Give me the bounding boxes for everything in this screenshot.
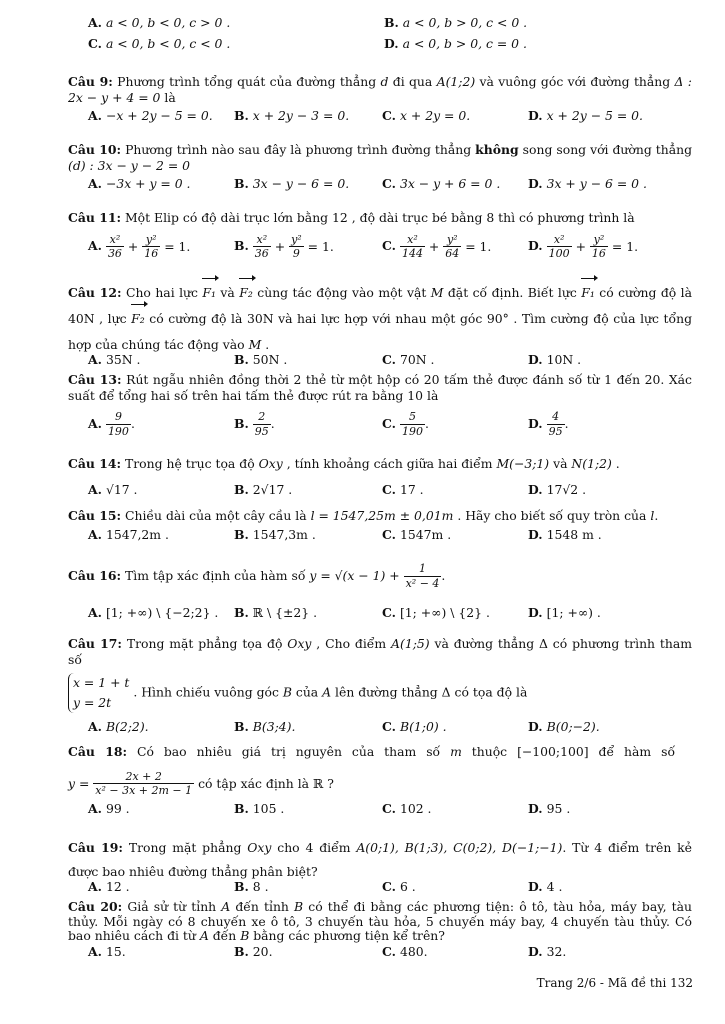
option-d: D. 10N . [528,352,582,368]
question-11 [68,210,692,259]
option-b: B. 50N . [234,352,288,368]
question-14 [68,456,692,500]
question-20 [68,900,692,962]
option-c: C. 70N . [382,352,435,368]
option-b: B. 105 . [234,801,285,816]
option-a: A. $\frac{\text{x²}}{36}$ + $\frac{\text{y²}}{16}$ = 1. [88,232,191,261]
question-stem: Câu 9: Phương trình tổng quát của đường thẳng d đi qua A(1;2) và vuông góc với đường thẳng Δ : 2x − y + 4 = 0 là [68,74,692,105]
option-c: C. B(1;0) . [382,718,447,734]
question-16 [68,562,692,623]
question-stem-cont: y = $\frac{2x + 2}{\text{x² − 3x + 2m − 1}}$ có tập xác định là ℝ ? [68,769,334,798]
options-row [68,482,692,500]
equation-system: x = 1 + t y = 2t [68,673,129,713]
option-a: A. √17 . [88,481,138,497]
options-row [68,36,692,54]
option-c: C. [1; +∞) \ {2} . [382,604,490,620]
option-b: B. B(3;4). [234,718,296,734]
option-c: C. x + 2y = 0. [382,108,471,123]
option-a: A. −3x + y = 0 . [88,176,191,191]
option-c: C. a < 0, b < 0, c < 0 . [88,36,231,51]
question-15 [68,508,692,545]
option-a: A. 35N . [88,352,141,368]
option-c: C. 480. [382,943,428,959]
option-c: C. 17 . [382,481,424,497]
fraction: $\frac{\text{x²}}{36}$ [254,232,269,261]
question-13 [68,372,692,436]
option-b: B. a < 0, b > 0, c < 0 . [384,15,528,30]
option-d: D. B(0;−2). [528,718,600,734]
fraction: $\frac{2}{95}$ [254,410,269,438]
options-row [68,719,692,737]
question-stem: Câu 14: Trong hệ trục tọa độ Oxy , tính khoảng cách giữa hai điểm M(−3;1) và N(1;2) . [68,456,620,471]
question-stem: Câu 10: Phương trình nào sau đây là phương trình đường thẳng không song song với đường thẳng (d) : 3x − y − 2 = 0 [68,142,693,173]
fraction: $\frac{4}{95}$ [548,410,563,438]
option-a: A. $\frac{9}{190}$ . [88,410,135,438]
question-stem: Câu 16: Tìm tập xác định của hàm số y = √(x − 1) + $\frac{1}{\text{x² − 4}}$ . [68,562,446,590]
option-d: D. 95 . [528,801,571,816]
option-c: C. $\frac{\text{x²}}{144}$ + $\frac{\text{y²}}{64}$ = 1. [382,232,492,261]
question-9 [68,74,692,126]
fraction: $\frac{2x + 2}{\text{x² − 3x + 2m − 1}}$ [95,769,193,798]
option-c: C. 6 . [382,879,416,895]
question-stem: Câu 15: Chiều dài của một cây cầu là l = 1547,25m ± 0,01m . Hãy cho biết số quy tròn của l. [68,508,659,523]
option-b: B. 20. [234,943,273,959]
question-stem: Câu 12: Cho hai lực F₁ và F₂ cùng tác động vào một vật M đặt cố định. Biết lực F₁ có cường độ là 40N , lực F₂ có cường độ là 30N và hai lực hợp với nhau một góc 90° . Tìm cường độ của lực tổng hợp của chúng tác động vào M . [68,280,692,358]
options-row [68,15,692,33]
fraction: $\frac{\text{y²}}{9}$ [291,232,302,261]
question-17 [68,636,692,737]
option-b: B. 2√17 . [234,481,293,497]
question-stem: Câu 17: Trong mặt phẳng tọa độ Oxy , Cho điểm A(1;5) và đường thẳng Δ có phương trình tham số [68,636,692,667]
option-d: D. 1548 m . [528,526,602,542]
options-row [68,944,692,962]
question-stem: Câu 20: Giả sử từ tỉnh A đến tỉnh B có thể đi bằng các phương tiện: ô tô, tàu hỏa, máy bay, tàu thủy. Mỗi ngày có 8 chuyến xe ô tô, 3 chuyến tàu hỏa, 5 chuyến máy bay, 4 chuyến tàu thủy. Có bao nhiêu cách đi từ A đến B bằng các phương tiện kể trên? [68,899,692,944]
option-a: A. 1547,2m . [88,526,169,542]
options-row [68,801,692,819]
option-a: A. [1; +∞) \ {−2;2} . [88,604,219,620]
option-a: A. −x + 2y − 5 = 0. [88,108,213,123]
question-10 [68,142,692,194]
option-a: A. 12 . [88,879,130,895]
option-d: D. $\frac{4}{95}$ . [528,410,569,438]
option-c: C. $\frac{5}{190}$ . [382,410,429,438]
fraction: $\frac{\text{y²}}{16}$ [144,232,159,261]
options-row [68,229,692,259]
option-d: D. 3x + y − 6 = 0 . [528,176,647,191]
question-stem: Câu 19: Trong mặt phẳng Oxy cho 4 điểm A(0;1), B(1;3), C(0;2), D(−1;−1). Từ 4 điểm trên kẻ được bao nhiêu đường thẳng phân biệt? [68,840,692,879]
option-b: B. x + 2y − 3 = 0. [234,108,350,123]
question-18 [68,744,692,819]
options-row [68,406,692,436]
question-12 [68,280,692,370]
option-b: B. 8 . [234,879,269,895]
options-row [68,527,692,545]
question-19 [68,836,692,897]
prev-question-options [68,12,692,54]
option-b: B. ℝ \ {±2} . [234,604,318,620]
fraction: $\frac{\text{x²}}{36}$ [107,232,122,261]
option-d: D. 17√2 . [528,481,587,497]
option-b: B. 3x − y − 6 = 0. [234,176,350,191]
options-row [68,879,692,897]
fraction: $\frac{1}{\text{x² − 4}}$ [405,562,440,590]
page-footer: Trang 2/6 - Mã đề thi 132 [536,976,693,990]
option-c: C. 3x − y + 6 = 0 . [382,176,501,191]
question-stem: Câu 13: Rút ngẫu nhiên đồng thời 2 thẻ từ một hộp có 20 tấm thẻ được đánh số từ 1 đến 20. Xác suất để tổng hai số trên hai tấm thẻ được rút ra bằng 10 là [68,372,692,403]
option-b: B. $\frac{\text{x²}}{36}$ + $\frac{\text{y²}}{9}$ = 1. [234,232,334,261]
option-b: B. 1547,3m . [234,526,316,542]
option-c: C. 102 . [382,801,432,816]
option-c: C. 1547m . [382,526,452,542]
option-a: A. B(2;2). [88,718,149,734]
options-row [68,352,692,370]
options-row [68,176,692,194]
option-d: D. 32. [528,943,567,959]
option-a: A. 15. [88,943,126,959]
option-d: D. [1; +∞) . [528,604,601,620]
options-row [68,108,692,126]
fraction: $\frac{\text{x²}}{144}$ [401,232,423,261]
fraction: $\frac{\text{x²}}{100}$ [548,232,570,261]
fraction: $\frac{\text{y²}}{64}$ [445,232,460,261]
fraction: $\frac{\text{y²}}{16}$ [591,232,606,261]
options-row [68,605,692,623]
question-stem-cont: x = 1 + t y = 2t . Hình chiếu vuông góc B của A lên đường thẳng Δ có tọa độ là [68,673,692,713]
fraction: $\frac{5}{190}$ [401,410,423,438]
option-a: A. a < 0, b < 0, c > 0 . [88,15,231,30]
fraction: $\frac{9}{190}$ [107,410,129,438]
option-d: D. 4 . [528,879,563,895]
question-stem: Câu 18: Có bao nhiêu giá trị nguyên của tham số m thuộc [−100;100] để hàm số [68,744,676,759]
option-d: D. a < 0, b > 0, c = 0 . [384,36,527,51]
option-b: B. $\frac{2}{95}$ . [234,410,275,438]
option-d: D. $\frac{\text{x²}}{100}$ + $\frac{\text{y²}}{16}$ = 1. [528,232,639,261]
option-d: D. x + 2y − 5 = 0. [528,108,643,123]
question-stem: Câu 11: Một Elip có độ dài trục lớn bằng 12 , độ dài trục bé bằng 8 thì có phương trình là [68,210,635,225]
option-a: A. 99 . [88,801,130,816]
